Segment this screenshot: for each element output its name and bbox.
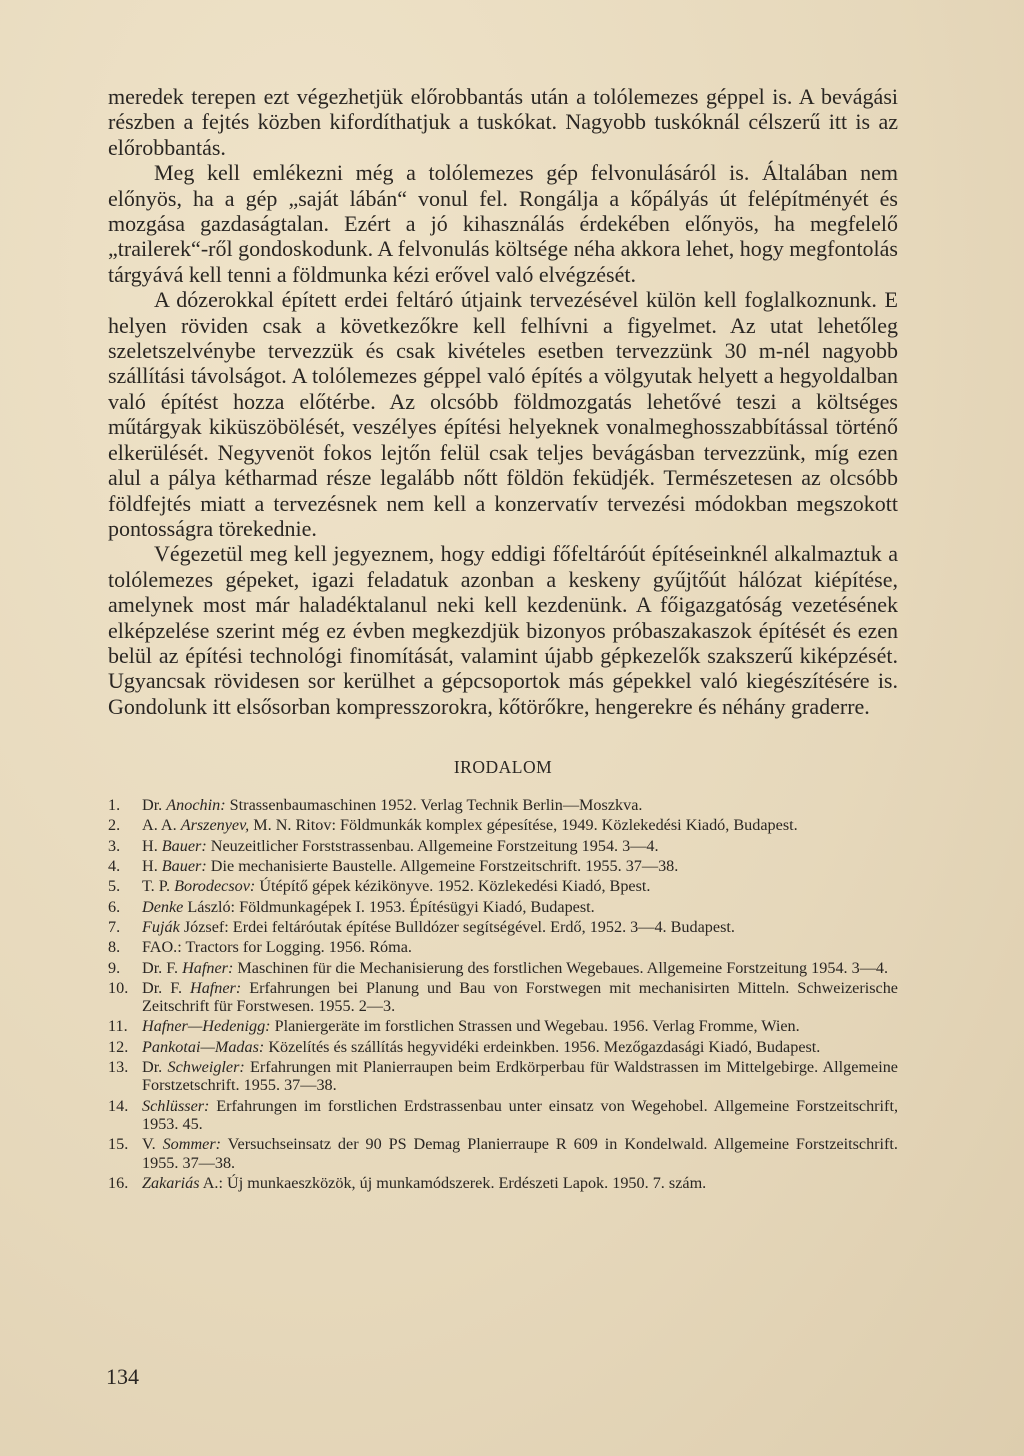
reference-number: 7. (108, 917, 121, 936)
reference-text: A. A. Arszenyev, M. N. Ritov: Földmunkák komplex gépesítése, 1949. Közlekedési Kiadó, Budapest. (142, 816, 798, 835)
reference-item (108, 898, 898, 916)
reference-item (108, 1058, 898, 1095)
reference-text: H. Bauer: Neuzeitlicher Forststrassenbau. Allgemeine Forstzeitung 1954. 3—4. (142, 836, 659, 855)
reference-item (108, 938, 898, 956)
reference-item (108, 877, 898, 895)
reference-number: 16. (108, 1173, 129, 1192)
reference-number: 12. (108, 1037, 129, 1056)
reference-item (108, 1097, 898, 1134)
reference-item (108, 796, 898, 814)
reference-number: 4. (108, 857, 121, 876)
reference-number: 3. (108, 836, 121, 855)
reference-text: Dr. F. Hafner: Maschinen für die Mechanisierung des forstlichen Wegebaues. Allgemeine Forstzeitung 1954. 3—4. (142, 958, 889, 977)
reference-text: V. Sommer: Versuchseinsatz der 90 PS Demag Planierraupe R 609 in Kondelwald. Allgemeine Forstzeitschrift. 1955. 37—38. (142, 1135, 898, 1172)
section-title-irodalom: IRODALOM (453, 757, 553, 778)
reference-number: 11. (108, 1017, 128, 1036)
reference-number: 6. (108, 897, 121, 916)
reference-text: Hafner—Hedenigg: Planiergeräte im forstlichen Strassen und Wegebau. 1956. Verlag Fromme, Wien. (142, 1017, 800, 1036)
reference-number: 9. (108, 958, 121, 977)
reference-text: Denke László: Földmunkagépek I. 1953. Építésügyi Kiadó, Budapest. (142, 897, 595, 916)
reference-text: Dr. Schweigler: Erfahrungen mit Planierraupen beim Erdkörperbau für Waldstrassen im Mittelgebirge. Allgemeine Forstzetschrift. 1955. 37—38. (142, 1058, 898, 1095)
reference-item (108, 979, 898, 1016)
reference-item (108, 816, 898, 834)
reference-number: 13. (108, 1058, 129, 1077)
paragraph-1: meredek terepen ezt végezhetjük előrobbantás után a tolólemezes géppel is. A bevágási részben a fejtés közben kifordíthatjuk a tuskókat. Nagyobb tuskóknál célszerű itt is az előrobbantás. (108, 84, 898, 160)
body-text (108, 84, 898, 719)
reference-text: Dr. F. Hafner: Erfahrungen bei Planung und Bau von Forstwegen mit mechanisirten Mitteln. Schweizerische Zeitschrift für Forstwesen. 1955. 2—3. (142, 978, 898, 1016)
reference-number: 10. (108, 978, 129, 997)
reference-text: Pankotai—Madas: Közelítés és szállítás hegyvidéki erdeinkben. 1956. Mezőgazdasági Kiadó, Budapest. (142, 1037, 821, 1056)
page-content (108, 84, 898, 1194)
paragraph-4: Végezetül meg kell jegyeznem, hogy eddigi főfeltáróút építéseinknél alkalmaztuk a tolólemezes gépeket, igazi feladatuk azonban a keskeny gyűjtőút hálózat kiépítése, amelynek most már haladéktalanul neki kell kezdenünk. A főigazgatóság vezetésének elképzelése szerint még ez évben megkezdjük bizonyos próbaszakaszok építését és ezen belül az építési technológi finomítását, valamint újabb gépkezelők szakszerű kiképzését. Ugyancsak rövidesen sor kerülhet a gépcsoportok más gépekkel való kiegészítésére is. Gondolunk itt elsősorban kompresszorokra, kőtörőkre, hengerekre és néhány graderre. (108, 541, 898, 719)
reference-item (108, 1038, 898, 1056)
reference-item (108, 959, 898, 977)
reference-item (108, 1135, 898, 1172)
reference-item (108, 857, 898, 875)
reference-item (108, 837, 898, 855)
reference-text: Dr. Anochin: Strassenbaumaschinen 1952. Verlag Technik Berlin—Moszkva. (142, 796, 643, 815)
reference-item (108, 1017, 898, 1035)
reference-text: Zakariás A.: Új munkaeszközök, új munkamódszerek. Erdészeti Lapok. 1950. 7. szám. (142, 1173, 707, 1192)
reference-number: 15. (108, 1135, 129, 1154)
paragraph-2: Meg kell emlékezni még a tolólemezes gép felvonulásáról is. Általában nem előnyös, ha a gép „saját lábán“ vonul fel. Rongálja a kőpályás út felépítményét és mozgása gazdaságtalan. Ezért a jó kihasználás érdekében előnyös, ha megfelelő „trailerek“-ről gondoskodunk. A felvonulás költsége néha akkora lehet, hogy megfontolás tárgyává kell tenni a földmunka kézi erővel való elvégzését. (108, 160, 898, 287)
reference-number: 1. (108, 796, 121, 815)
paragraph-3: A dózerokkal épített erdei feltáró útjaink tervezésével külön kell foglalkoznunk. E helyen röviden csak a következőkre kell felhívni a figyelmet. Az utat lehetőleg szeletszelvénybe tervezzük és csak kivételes esetben tervezzünk 30 m-nél nagyobb szállítási távolságot. A tolólemezes géppel való építés a völgyutak helyett a hegyoldalban való építést hozza előtérbe. Az olcsóbb földmozgatás lehetővé teszi a költséges műtárgyak kiküszöbölését, veszélyes építési helyeknek vonalmeghosszabbítással történő elkerülését. Negyvenöt fokos lejtőn felül csak teljes bevágásban tervezzünk, míg ezen alul a pálya kétharmad része legalább nőtt földön feküdjék. Természetesen az olcsóbb földfejtés miatt a tervezésnek nem kell a konzervatív tervezési módokban megszokott pontosságra törekednie. (108, 287, 898, 541)
reference-list (108, 796, 898, 1192)
reference-item (108, 918, 898, 936)
reference-item (108, 1174, 898, 1192)
reference-number: 2. (108, 816, 121, 835)
reference-number: 5. (108, 877, 121, 896)
reference-number: 8. (108, 938, 121, 957)
reference-number: 14. (108, 1096, 129, 1115)
reference-text: FAO.: Tractors for Logging. 1956. Róma. (142, 938, 412, 957)
reference-text: Schlüsser: Erfahrungen im forstlichen Erdstrassenbau unter einsatz von Wegehobel. Allgemeine Forstzeitschrift, 1953. 45. (142, 1096, 898, 1133)
reference-text: T. P. Borodecsov: Útépítő gépek kézikönyve. 1952. Közlekedési Kiadó, Bpest. (142, 877, 651, 896)
reference-text: H. Bauer: Die mechanisierte Baustelle. Allgemeine Forstzeitschrift. 1955. 37—38. (142, 857, 679, 876)
page-number: 134 (106, 1364, 139, 1389)
reference-text: Fuják József: Erdei feltáróutak építése Bulldózer segítségével. Erdő, 1952. 3—4. Budapest. (142, 917, 735, 936)
